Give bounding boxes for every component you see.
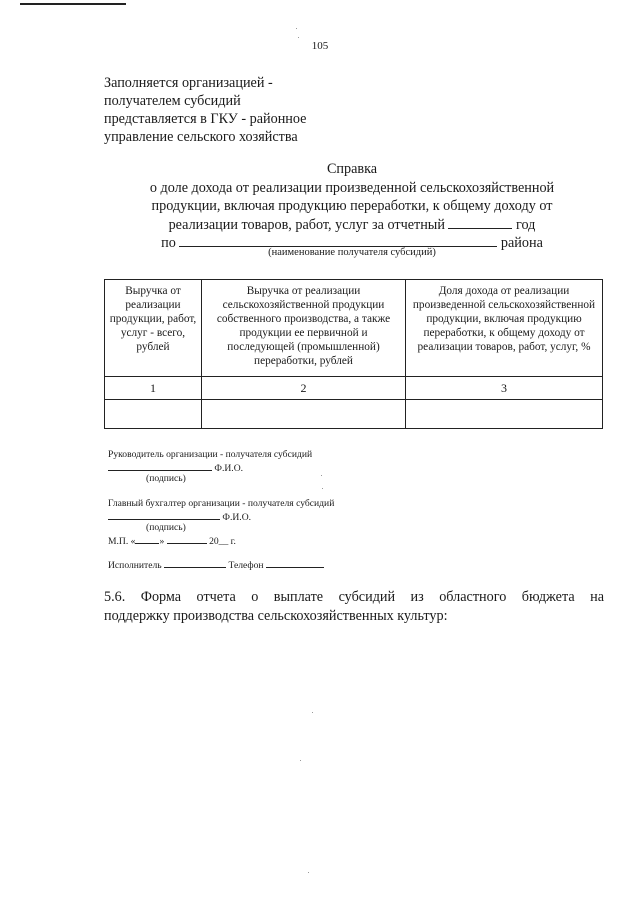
scan-speck [300, 760, 301, 761]
document-title [0, 160, 640, 253]
head-label: Руководитель организации - получателя субсидий [108, 449, 313, 460]
table-row [105, 377, 603, 400]
table-header-cell: Доля дохода от реализации произведенной сельскохозяйственной продукции, включая продукцию переработки, к общему доходу от реализации товаров, работ, услуг, % [406, 280, 603, 377]
scan-speck [308, 872, 309, 873]
phone-blank [266, 558, 324, 568]
table-cell: 2 [202, 377, 406, 400]
header-note [104, 74, 306, 146]
table-header-row [105, 280, 603, 377]
table-header-cell: Выручка от реализации сельскохозяйственной продукции собственного производства, а также продукции ее первичной и последующей (промышленной) переработки, рублей [202, 280, 406, 377]
executor-label: Исполнитель [108, 560, 162, 571]
title-line-3-end: год [516, 216, 536, 233]
signature-blank [108, 510, 220, 520]
fio-label: Ф.И.О. [214, 463, 244, 474]
header-line: управление сельского хозяйства [104, 129, 298, 145]
section-line-1: 5.6. Форма отчета о выплате субсидий из областного бюджета на [104, 589, 604, 605]
header-line: получателем субсидий [104, 93, 241, 109]
title-heading: Справка [326, 161, 378, 177]
scan-speck [321, 475, 322, 476]
stamp-date-line [108, 534, 236, 548]
top-rule [20, 3, 126, 5]
scan-speck [322, 488, 323, 489]
podpis-label: (подпись) [146, 473, 186, 484]
table-cell [202, 400, 406, 429]
month-blank [167, 534, 207, 544]
title-line-3 [0, 216, 640, 235]
scan-speck [296, 28, 297, 29]
title-line-4-end: района [500, 235, 543, 251]
day-blank [135, 534, 159, 544]
year-blank [448, 216, 512, 229]
signature-blank [108, 461, 212, 471]
section-5-6 [104, 588, 604, 625]
year-label: 20__ г. [209, 536, 236, 547]
table-cell: 1 [105, 377, 202, 400]
executor-line [108, 558, 324, 572]
page-number: 105 [311, 40, 329, 52]
table-cell: 3 [406, 377, 603, 400]
recipient-blank [179, 234, 497, 247]
table-cell [406, 400, 603, 429]
table-row [105, 400, 603, 429]
podpis-label: (подпись) [146, 522, 186, 533]
mp-label: М.П. « [108, 536, 136, 547]
table-cell [105, 400, 202, 429]
phone-label: Телефон [228, 560, 264, 571]
fio-label: Ф.И.О. [222, 512, 252, 523]
recipient-caption: (наименование получателя субсидий) [268, 247, 436, 258]
title-line-1: о доле дохода от реализации произведенной сельскохозяйственной [149, 179, 555, 196]
header-line: представляется в ГКУ - районное [104, 111, 307, 127]
income-table [104, 279, 603, 429]
title-line-2: продукции, включая продукцию переработки, к общему доходу от [151, 198, 553, 214]
title-line-3-text: реализации товаров, работ, услуг за отчетный [168, 216, 445, 233]
mp-quote: » [159, 536, 165, 547]
scan-speck [298, 37, 299, 38]
scan-speck [312, 712, 313, 713]
table-header-cell: Выручка от реализации продукции, работ, услуг - всего, рублей [105, 280, 202, 377]
section-line-2: поддержку производства сельскохозяйственных культур: [104, 607, 448, 624]
accountant-label: Главный бухгалтер организации - получателя субсидий [108, 498, 335, 509]
executor-blank [164, 558, 226, 568]
header-line: Заполняется организацией - [104, 75, 273, 91]
title-line-4-text: по [161, 235, 176, 251]
